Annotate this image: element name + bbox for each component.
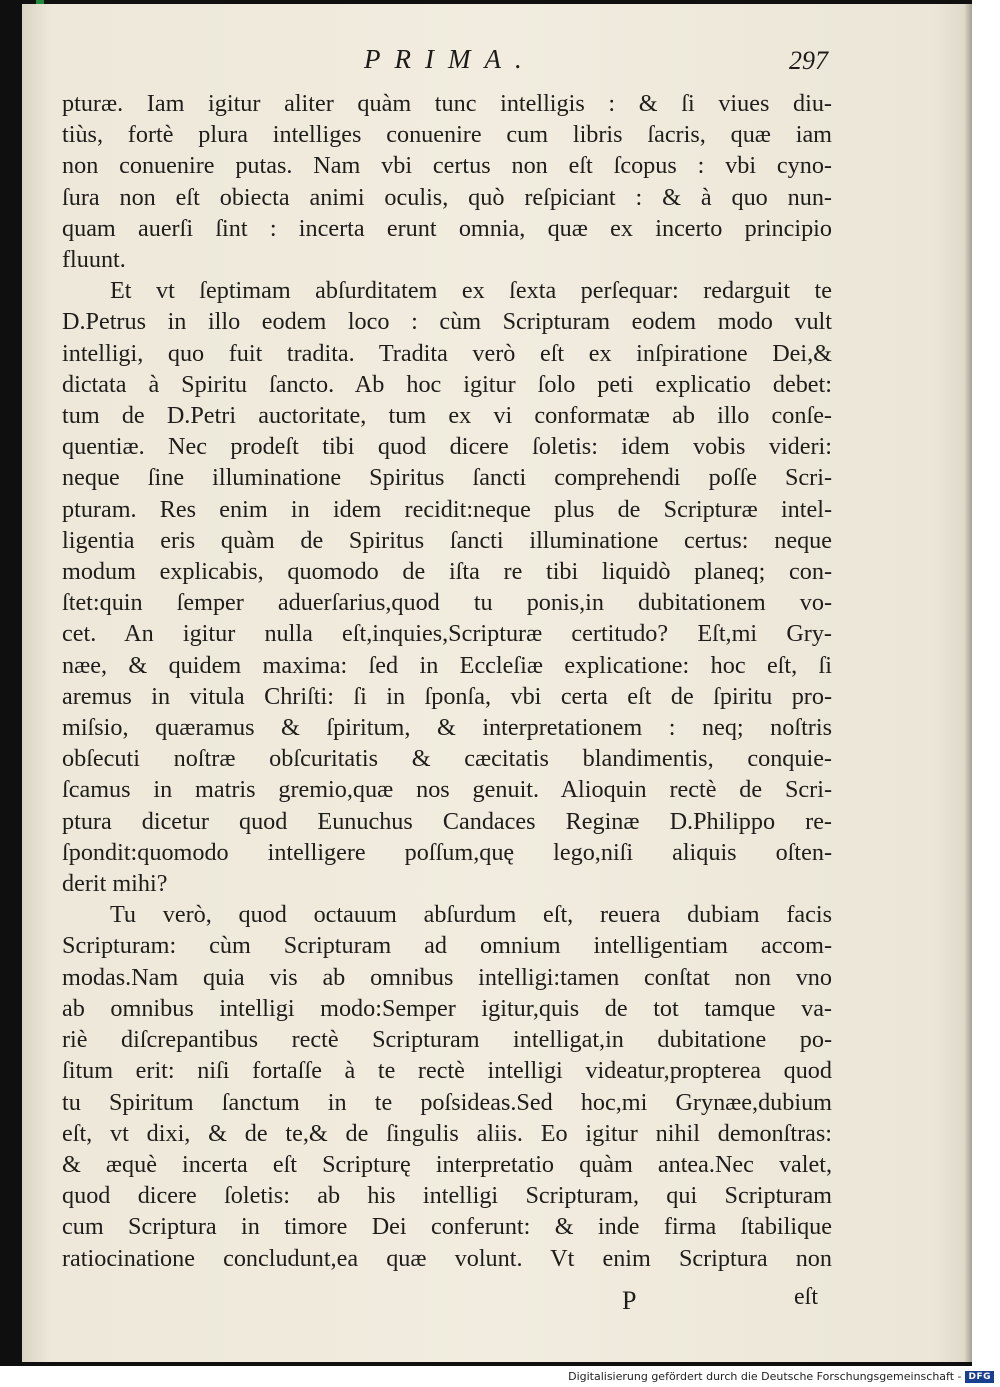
text-line: tu Spiritum ſanctum in te poſsideas.Sed hoc,mi Grynæe,dubium (62, 1088, 832, 1116)
text-line: obſecuti noſtræ obſcuritatis & cæcitatis blandimentis, conquie- (62, 745, 832, 773)
text-line: quam auerſi ſint : incerta erunt omnia, quæ ex incerto principio (62, 214, 832, 242)
digitization-credit (568, 1370, 994, 1383)
text-line: tum de D.Petri auctoritate, tum ex vi conformatæ ab illo conſe- (62, 402, 832, 430)
text-line: Tu verò, quod octauum abſurdum eſt, reuera dubiam facis (110, 901, 832, 929)
text-line: dictata à Spiritu ſancto. Ab hoc igitur ſolo peti explicatio debet: (62, 370, 832, 398)
text-line: & æquè incerta eſt Scripturę interpretatio quàm antea.Nec valet, (62, 1150, 832, 1178)
text-line: modas.Nam quia vis ab omnibus intelligi:tamen conſtat non vno (62, 963, 832, 991)
text-line: riè diſcrepantibus rectè Scripturam intelligat,in dubitatione po- (62, 1026, 832, 1054)
signature-mark: P (622, 1286, 637, 1315)
page-footer (22, 1286, 972, 1322)
book-page (22, 4, 972, 1362)
text-line: fluunt. (62, 246, 126, 274)
text-line: intelligi, quo fuit tradita. Tradita verò eſt ex inſpiratione Dei,& (62, 339, 832, 367)
text-line: ab omnibus intelligi modo:Semper igitur,quis de tot tamque va- (62, 994, 832, 1022)
body-text (62, 88, 832, 1274)
dfg-logo-icon: DFG (965, 1371, 994, 1383)
text-line: cet. An igitur nulla eſt,inquies,Scripturæ certitudo? Eſt,mi Gry- (62, 620, 832, 648)
page-edge-shadow (964, 4, 972, 1362)
text-line: miſsio, quæramus & ſpiritum, & interpretationem : neq; noſtris (62, 714, 832, 742)
page-header (22, 44, 972, 84)
text-line: ptura dicetur quod Eunuchus Candaces Reginæ D.Philippo re- (62, 807, 832, 835)
text-line: neque ſine illuminatione Spiritus ſancti comprehendi poſſe Scri- (62, 464, 832, 492)
credit-text: Digitalisierung gefördert durch die Deutsche Forschungsgemeinschaft - (568, 1370, 962, 1383)
text-line: modum explicabis, quomodo de iſta re tibi liquidò planeq; con- (62, 558, 832, 586)
text-line: ſura non eſt obiecta animi oculis, quò reſpiciant : & à quo nun- (62, 183, 832, 211)
text-line: Scripturam: cùm Scripturam ad omnium intelligentiam accom- (62, 932, 832, 960)
text-line: quentiæ. Nec prodeſt tibi quod dicere ſoletis: idem vobis videri: (62, 433, 832, 461)
text-line: quod dicere ſoletis: ab his intelligi Scripturam, qui Scripturam (62, 1182, 832, 1210)
text-line: cum Scriptura in timore Dei conferunt: & inde firma ſtabilique (62, 1213, 832, 1241)
catchword: eſt (794, 1284, 818, 1310)
text-line: derit mihi? (62, 870, 168, 898)
text-line: Et vt ſeptimam abſurditatem ex ſexta perſequar: redarguit te (110, 277, 832, 305)
text-line: ſpondit:quomodo intelligere poſſum,quę lego,niſi aliquis oſten- (62, 838, 832, 866)
text-line: ligentia eris quàm de Spiritus ſancti illuminatione certus: neque (62, 526, 832, 554)
text-line: ratiocinatione concludunt,ea quæ volunt. Vt enim Scriptura non (62, 1244, 832, 1272)
page-number: 297 (789, 46, 828, 75)
text-line: D.Petrus in illo eodem loco : cùm Scripturam eodem modo vult (62, 308, 832, 336)
text-line: næe, & quidem maxima: ſed in Eccleſiæ explicatione: hoc eſt, ſi (62, 651, 832, 679)
running-title: PRIMA. (364, 44, 536, 74)
text-line: pturam. Res enim in idem recidit:neque plus de Scripturæ intel- (62, 495, 832, 523)
text-line: non conuenire putas. Nam vbi certus non eſt ſcopus : vbi cyno- (62, 152, 832, 180)
text-line: eſt, vt dixi, & de te,& de ſingulis aliis. Eo igitur nihil demonſtras: (62, 1119, 832, 1147)
text-line: ſcamus in matris gremio,quæ nos genuit. Alioquin rectè de Scri- (62, 776, 832, 804)
text-line: ſitum erit: niſi fortaſſe à te rectè intelligi videatur,propterea quod (62, 1057, 832, 1085)
text-line: aremus in vitula Chriſti: ſi in ſponſa, vbi certa eſt de ſpiritu pro- (62, 682, 832, 710)
text-line: tiùs, fortè plura intelliges conuenire cum libris ſacris, quæ iam (62, 121, 832, 149)
text-line: pturæ. Iam igitur aliter quàm tunc intelligis : & ſi viues diu- (62, 90, 832, 117)
text-line: ſtet:quin ſemper aduerſarius,quod tu ponis,in dubitationem vo- (62, 589, 832, 617)
